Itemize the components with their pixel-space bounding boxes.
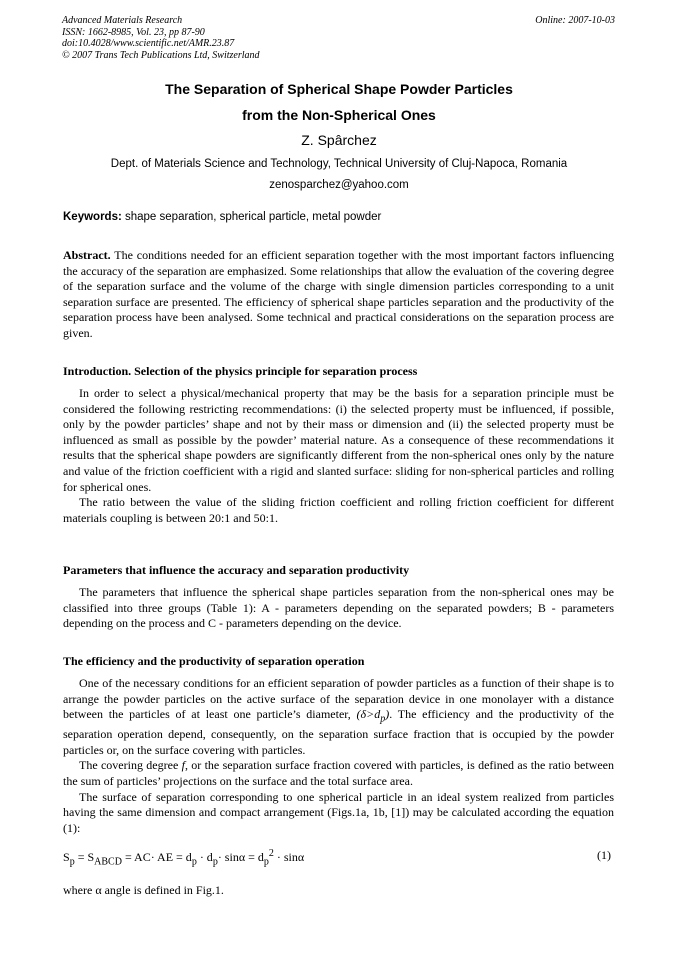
- keywords-text: shape separation, spherical particle, metal powder: [125, 211, 382, 223]
- section-heading-parameters: Parameters that influence the accuracy and separation productivity: [63, 563, 410, 577]
- spacing-condition: $(\delta>d_p)$: [356, 707, 390, 725]
- equation-expression: $S_p = S_{ABCD} = AC\cdot$ AE = $d_p \cdot d_p\cdot \sin\alpha = d_p^2 \cdot \sin\alpha$: [63, 848, 305, 868]
- journal-header: [62, 15, 617, 61]
- section-heading-introduction: Introduction. Selection of the physics principle for separation process: [63, 364, 418, 378]
- efficiency-paragraph-1: One of the necessary conditions for an efficient separation of powder particles as a function of their shape is to arrange the powder particles on the active surface of the separation device in one monolayer with a distance between the particles of at least one particle’s diameter, $(\delta>d_p)$. The efficiency and the productivity of the separation operation depend, consequently, on the separation surface fraction that is occupied by the powder particles or, on the surface covering with particles.: [63, 676, 614, 757]
- abstract-label: Abstract.: [63, 248, 111, 262]
- email: zenosparchez@yahoo.com: [269, 179, 409, 191]
- efficiency-body: [63, 676, 614, 836]
- keywords-label: Keywords:: [63, 211, 122, 223]
- efficiency-paragraph-2: The covering degree f, or the separation surface fraction covered with particles, is defined as the ratio between the sum of particles’ projections on the surface and the total surface area.: [63, 758, 614, 788]
- doi: doi:10.4028/www.scientific.net/AMR.23.87: [62, 38, 235, 49]
- keywords: [63, 211, 381, 223]
- online-date: Online: 2007-10-03: [535, 15, 615, 26]
- author: Z. Spârchez: [301, 132, 377, 148]
- abstract: [63, 248, 614, 342]
- parameters-body: [63, 585, 614, 632]
- section-heading-efficiency: The efficiency and the productivity of separation operation: [63, 654, 365, 668]
- copyright: © 2007 Trans Tech Publications Ltd, Switzerland: [62, 49, 260, 61]
- parameters-paragraph-1: The parameters that influence the spherical shape particles separation from the non-spherical ones may be classified into three groups (Table 1): A - parameters depending on the separated powders; B - parameters depending on the process and C - parameters depending on the device.: [63, 585, 614, 631]
- affiliation: Dept. of Materials Science and Technology, Technical University of Cluj-Napoca, Romania: [110, 158, 568, 170]
- journal-name: Advanced Materials Research: [62, 15, 183, 26]
- abstract-text: The conditions needed for an efficient separation together with the most important factors influencing the accuracy of the separation are emphasized. Some relationships that allow the evaluation of the covering degree of the separation surface and the volume of the charge with single dimension particles corresponding to a unit separation surface are presented. The efficiency of spherical shape particles separation and the productivity of the separation process have been analysed. Some technical and practical considerations on the separation process are given.: [63, 248, 614, 340]
- issn: ISSN: 1662-8985, Vol. 23, pp 87-90: [62, 26, 205, 38]
- paper-title-line-2: from the Non-Spherical Ones: [242, 107, 436, 123]
- after-equation-text: where α angle is defined in Fig.1.: [63, 883, 224, 897]
- introduction-paragraph-2: The ratio between the value of the sliding friction coefficient and rolling friction coefficient for different materials coupling is between 20:1 and 50:1.: [63, 495, 614, 525]
- equation-1: [63, 848, 614, 867]
- equation-number: (1): [597, 848, 611, 862]
- introduction-body: [63, 386, 614, 526]
- paper-title-line-1: The Separation of Spherical Shape Powder Particles: [165, 81, 513, 97]
- introduction-paragraph-1: In order to select a physical/mechanical property that may be the basis for a separation principle must be considered the following restricting recommendations: (i) the selected property must be influenced, if possible, only by the powder particles’ shape and not by their mass or dimension and (ii) the selected property must be influenced as small as possible by the powder’ material nature. As a consequence of these recommendations it results that the spherical shape powders are significantly different from the non-spherical ones only by the nature and value of the friction coefficient with a rigid and slanted surface: sliding for non-spherical particles and rolling for spherical ones.: [63, 386, 614, 494]
- efficiency-paragraph-3: The surface of separation corresponding to one spherical particle in an ideal system realized from particles having the same dimension and compact arrangement (Figs.1a, 1b, [1]) may be calculated according the equation (1):: [63, 789, 614, 835]
